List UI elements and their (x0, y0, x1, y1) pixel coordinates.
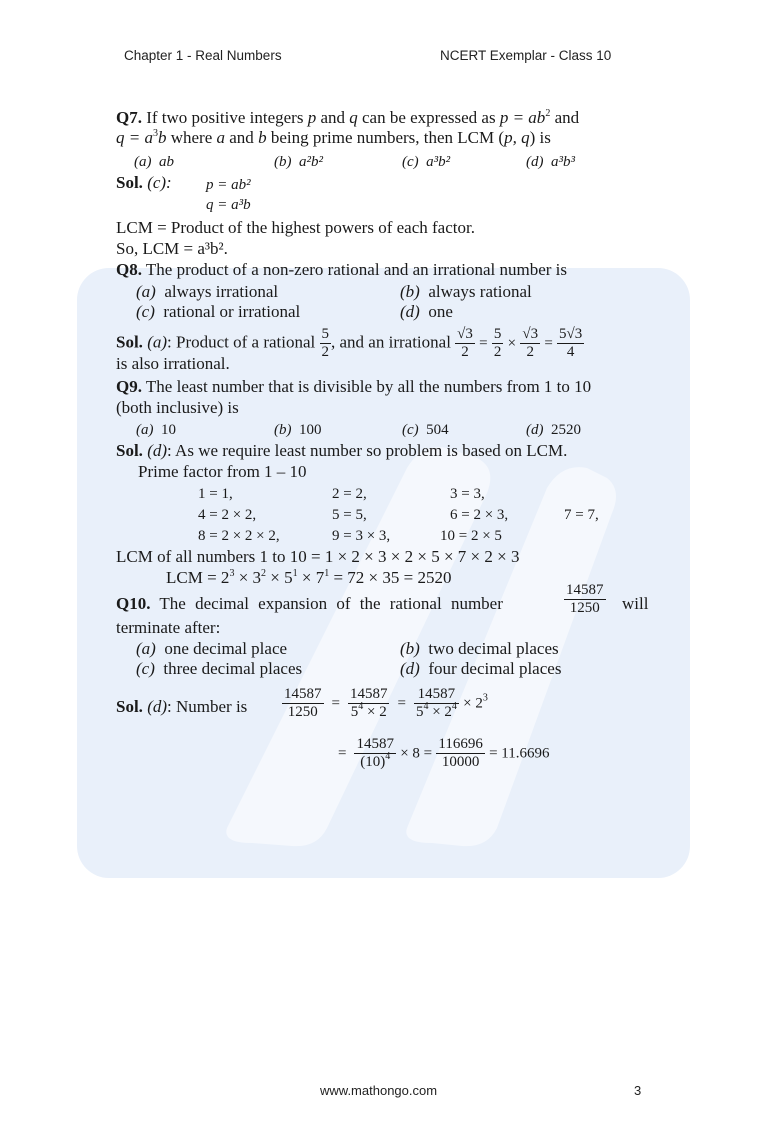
q10-question-line1: Q10. The decimal expansion of the rational number (116, 594, 503, 613)
q8-option-b: (b) always rational (400, 282, 532, 301)
q10-fraction: $\frac{14587}{1250}$ (566, 582, 604, 616)
factor-9: 9 = 3 × 3, (332, 528, 391, 544)
factor-5: 5 = 5, (332, 507, 367, 523)
q9-option-d: (d) 2520 (526, 422, 581, 438)
q7-option-c: (c) a³b² (402, 154, 451, 170)
q10-question-line2: terminate after: (116, 618, 221, 637)
q10-option-a: (a) one decimal place (136, 639, 288, 658)
factor-8: 8 = 2 × 2 × 2, (198, 528, 280, 544)
q9-question-line2: (both inclusive) is (116, 398, 239, 417)
q10-option-c: (c) three decimal places (136, 659, 303, 678)
fraction: $\frac{5}{2}$ (493, 326, 502, 360)
fraction: $\frac{5√3}{4}$ (559, 326, 583, 360)
factor-3: 3 = 3, (450, 486, 485, 502)
q10-solution-step2: = $\frac{14587}{(10)^4}$ × 8 = $\frac{116696}{10000}$ = 11.6696 (338, 736, 550, 770)
factor-6: 6 = 2 × 3, (450, 507, 509, 523)
q7-option-d: (d) a³b³ (526, 154, 575, 170)
q9-question-line1: Q9. The least number that is divisible by all the numbers from 1 to 10 (116, 377, 592, 396)
q8-option-c: (c) rational or irrational (136, 302, 301, 321)
q7-solution-label: Sol. (c): (116, 173, 172, 192)
factor-4: 4 = 2 × 2, (198, 507, 257, 523)
q10-option-d: (d) four decimal places (400, 659, 562, 678)
q10-option-b: (b) two decimal places (400, 639, 559, 658)
q9-option-b: (b) 100 (274, 422, 322, 438)
q7-solution-line2: So, LCM = a³b². (116, 239, 228, 258)
q10-question-line1-end: will (622, 594, 649, 613)
q7-question-line1: Q7. If two positive integers p and q can be expressed as $p = ab^2$ and (116, 108, 580, 127)
q7-option-a: (a) ab (134, 154, 174, 170)
q7-solution-line1: LCM = Product of the highest powers of each factor. (116, 218, 475, 237)
header-book-title: NCERT Exemplar - Class 10 (440, 48, 612, 63)
footer-website: www.mathongo.com (320, 1083, 438, 1098)
factor-1: 1 = 1, (198, 486, 233, 502)
q7-solution-p: p = ab² (206, 177, 251, 193)
q8-option-a: (a) always irrational (136, 282, 279, 301)
q9-solution: Sol. (d): As we require least number so problem is based on LCM. (116, 441, 568, 460)
q8-question: Q8. The product of a non-zero rational and an irrational number is (116, 260, 567, 279)
q7-solution-q: q = a³b (206, 197, 251, 213)
fraction: $\frac{√3}{2}$ (522, 326, 539, 360)
q8-solution: Sol. (a): Product of a rational $\frac{5}{2}$ , and an irrational $\frac{√3}{2}$ = $\frac{5}{2}$ × $\frac{√3}{2}$ = $\frac{5√3}{4}$ (116, 326, 583, 360)
header-chapter-title: Chapter 1 - Real Numbers (124, 48, 282, 63)
q9-option-a: (a) 10 (136, 422, 176, 438)
q9-lcm-line2: LCM = $2^3 \times 3^2 \times 5^1 \times 7^1 = 72 \times 35 = 2520$ (166, 568, 452, 587)
factor-7: 7 = 7, (564, 507, 599, 523)
q9-option-c: (c) 504 (402, 422, 449, 438)
factor-2: 2 = 2, (332, 486, 367, 502)
q8-option-d: (d) one (400, 302, 453, 321)
q10-solution-step1: $\frac{14587}{1250}$ = $\frac{14587}{5^4 \times 2}$ = $\frac{14587}{5^4 \times 2^4}$ × $2^3$ (284, 686, 488, 720)
q7-option-b: (b) a²b² (274, 154, 323, 170)
q7-question-line2: $q = a^3b$ where a and b being prime numbers, then LCM (p, q) is (116, 128, 551, 147)
footer-page-number: 3 (634, 1083, 642, 1098)
q9-prime-heading: Prime factor from 1 – 10 (138, 462, 307, 481)
q10-solution-label: Sol. (d): Number is (116, 697, 248, 716)
q8-solution-line2: is also irrational. (116, 354, 230, 373)
q9-lcm-line1: LCM of all numbers 1 to 10 = 1 × 2 × 3 × 2 × 5 × 7 × 2 × 3 (116, 547, 520, 566)
factor-10: 10 = 2 × 5 (440, 528, 502, 544)
fraction: $\frac{5}{2}$ (321, 326, 330, 360)
fraction: $\frac{√3}{2}$ (457, 326, 473, 360)
